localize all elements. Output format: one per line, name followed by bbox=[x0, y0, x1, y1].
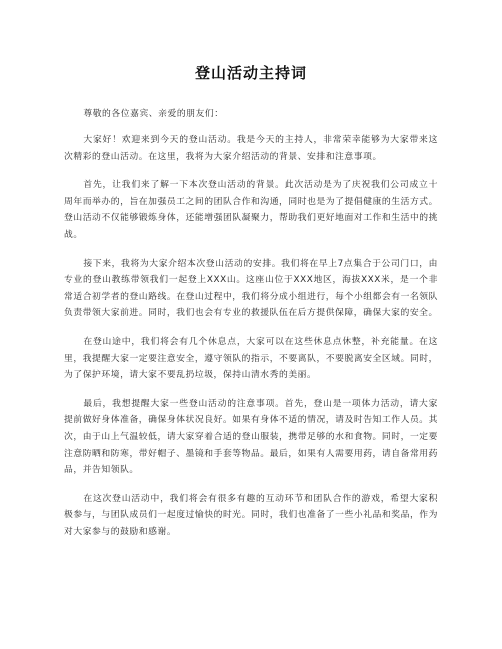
paragraph-welcome: 大家好！欢迎来到今天的登山活动。我是今天的主持人，非常荣幸能够为大家带来这次精彩的登山活动。在这里，我将为大家介绍活动的背景、安排和注意事项。 bbox=[64, 135, 438, 162]
paragraph-rest-points: 在登山途中，我们将会有几个休息点，大家可以在这些休息点休整，补充能量。在这里，我提醒大家一定要注意安全，遵守领队的指示，不要离队，不要脱离安全区域。同时，为了保护环境，请大家不要乱扔垃圾，保持山清水秀的美丽。 bbox=[64, 336, 438, 381]
document-title: 登山活动主持词 bbox=[194, 64, 307, 82]
paragraph-activities: 在这次登山活动中，我们将会有很多有趣的互动环节和团队合作的游戏，希望大家积极参与，与团队成员们一起度过愉快的时光。同时，我们也准备了一些小礼品和奖品，作为对大家参与的鼓励和感谢。 bbox=[64, 493, 438, 537]
paragraph-background: 首先，让我们来了解一下本次登山活动的背景。此次活动是为了庆祝我们公司成立十周年而举办的，旨在加强员工之间的团队合作和沟通，同时也是为了提倡健康的生活方式。登山活动不仅能够锻炼身体，还能增强团队凝聚力，帮助我们更好地面对工作和生活中的挑战。 bbox=[64, 180, 438, 240]
paragraph-precautions: 最后，我想提醒大家一些登山活动的注意事项。首先，登山是一项体力活动，请大家提前做好身体准备，确保身体状况良好。如果有身体不适的情况，请及时告知工作人员。其次，由于山上气温较低，请大家穿着合适的登山服装，携带足够的水和食物。同时，一定要注意防晒和防寒，带好帽子、墨镜和手套等物品。最后，如果有人需要用药，请自备常用药品，并告知领队。 bbox=[64, 398, 438, 476]
paragraph-schedule: 接下来，我将为大家介绍本次登山活动的安排。我们将在早上7点集合于公司门口，由专业的登山教练带领我们一起登上XXX山。这座山位于XXX地区，海拔XXX米，是一个非常适合初学者的登山路线。在登山过程中，我们将分成小组进行，每个小组都会有一名领队负责带领大家前进。同时，我们也会有专业的救援队伍在后方提供保障，确保大家的安全。 bbox=[64, 258, 438, 319]
greeting: 尊敬的各位嘉宾、亲爱的朋友们： bbox=[83, 109, 224, 119]
